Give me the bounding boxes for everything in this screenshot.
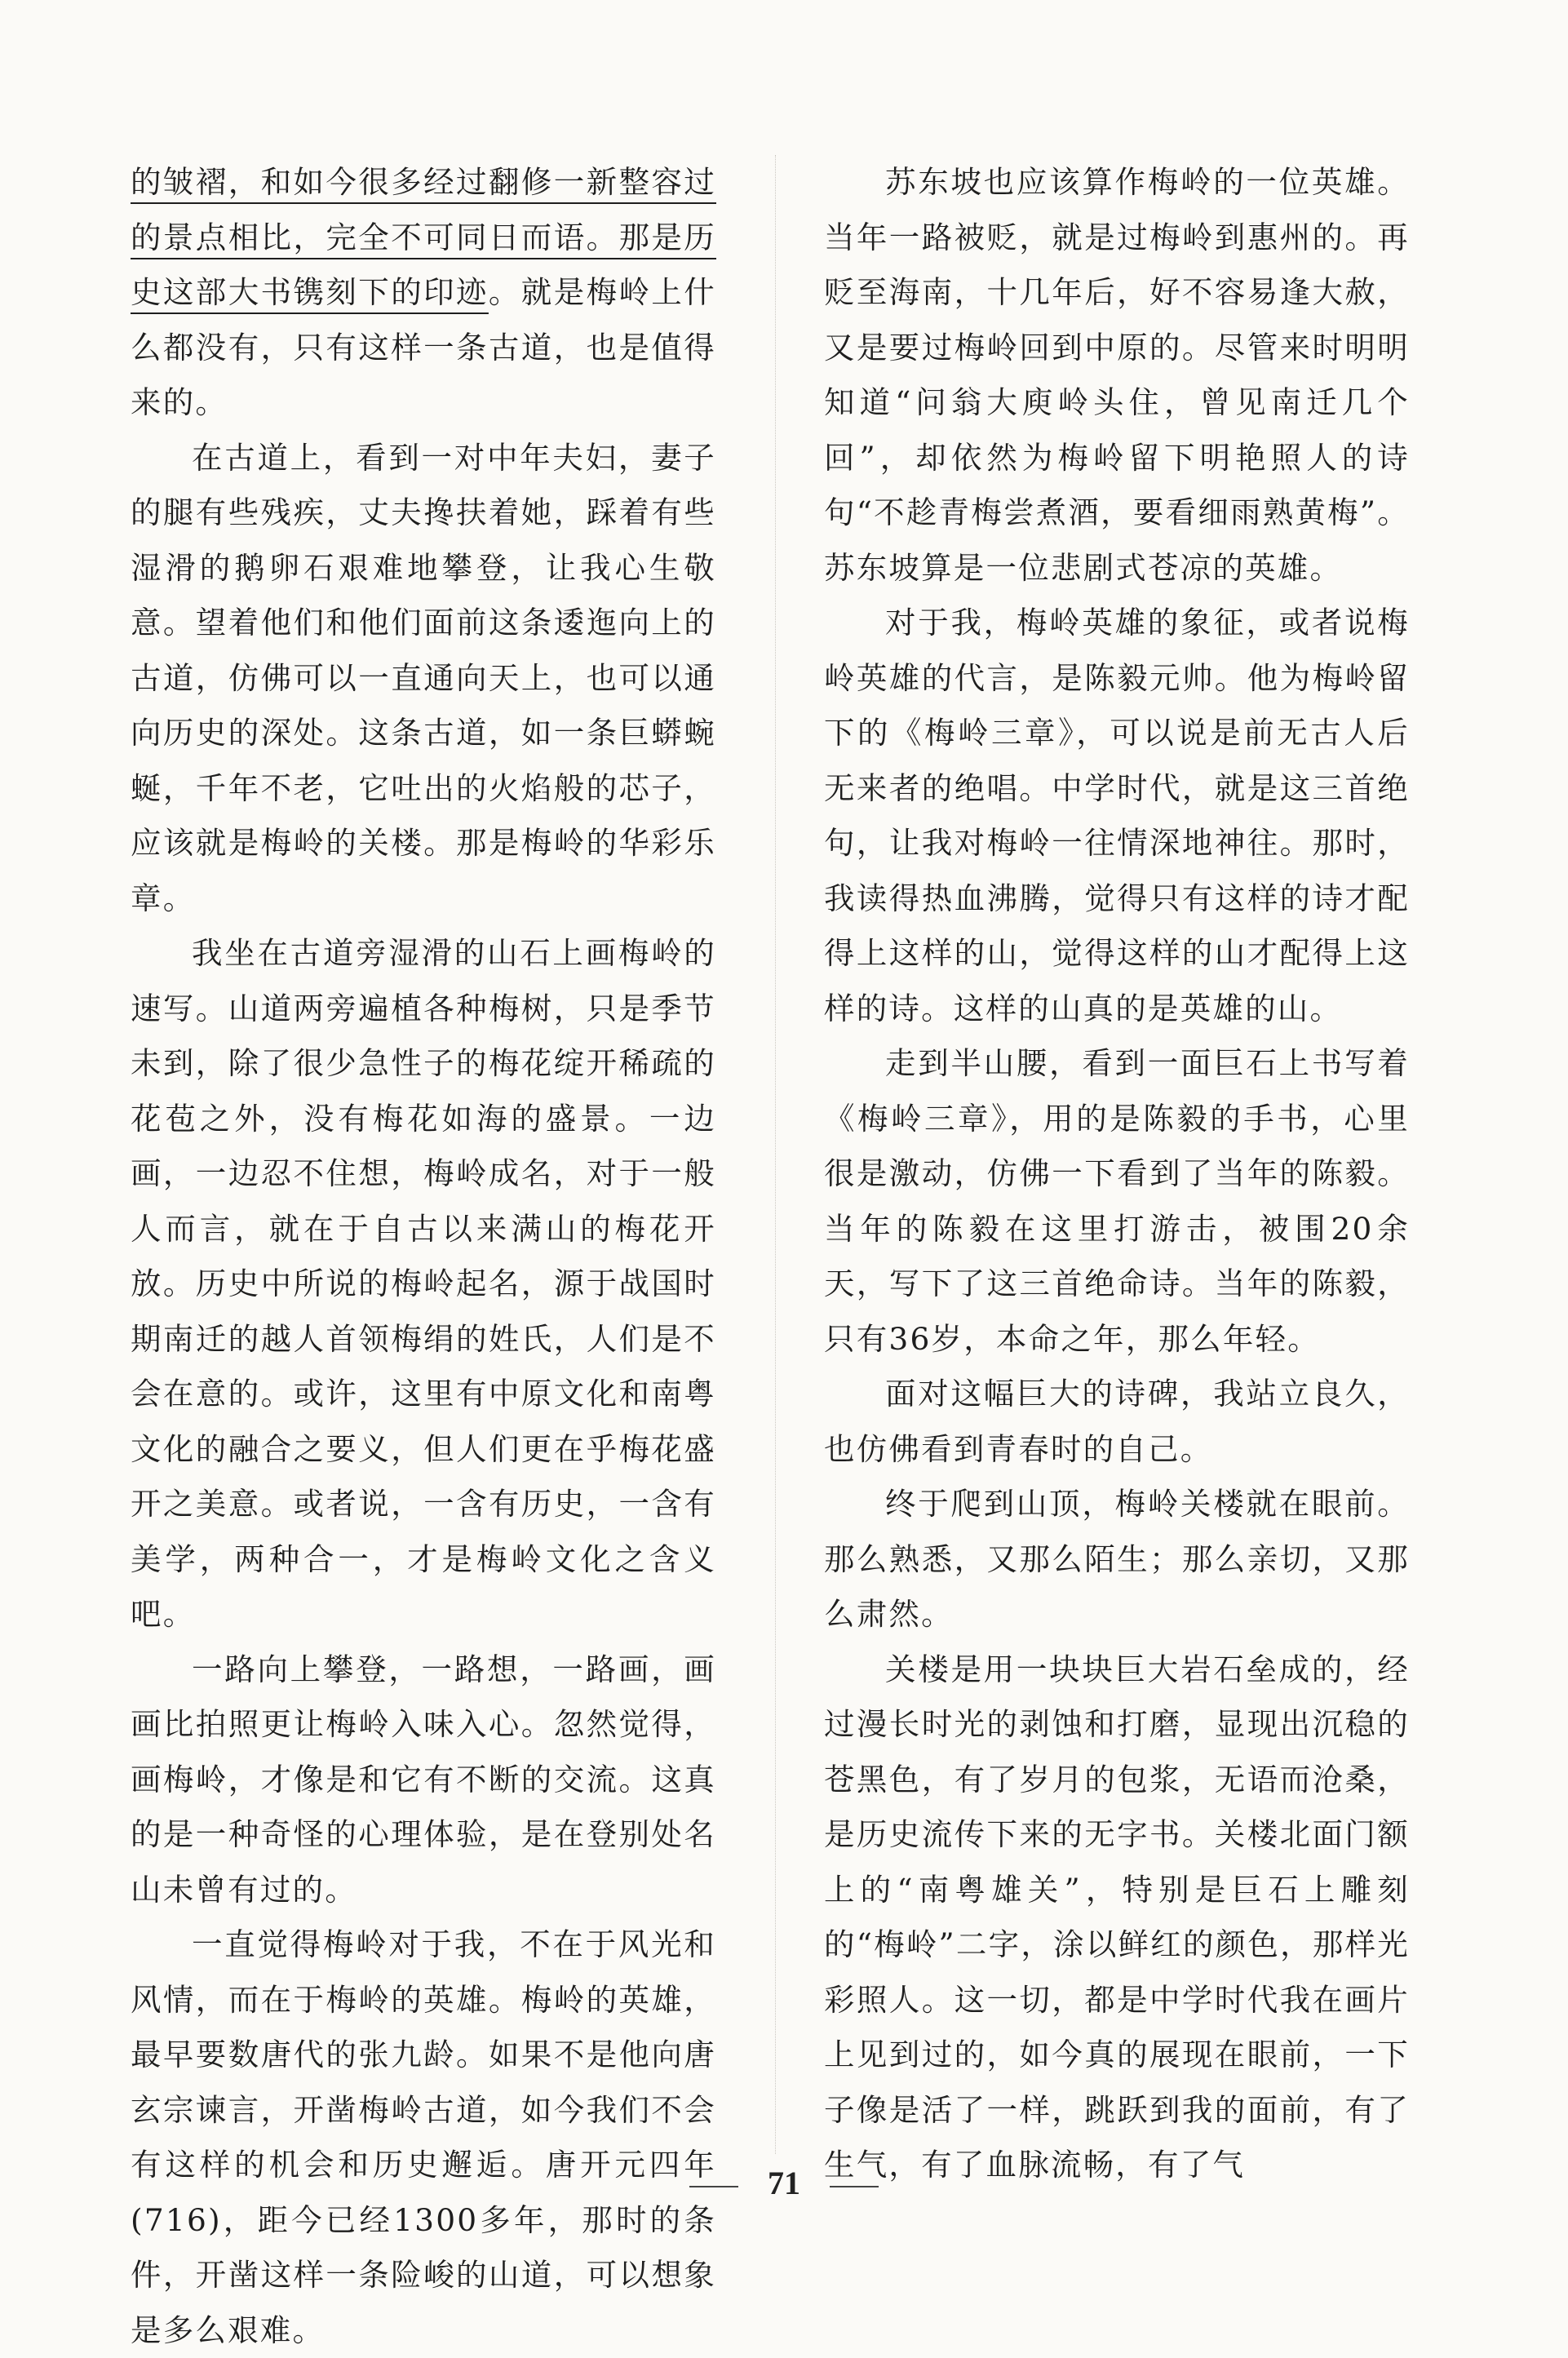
paragraph: 苏东坡也应该算作梅岭的一位英雄。当年一路被贬，就是过梅岭到惠州的。再贬至海南，十几年后，好不容易逢大赦，又是要过梅岭回到中原的。尽管来时明明知道“问翁大庾岭头住，曾见南迁几个回”，却依然为梅岭留下明艳照人的诗句“不趁青梅尝煮酒，要看细雨熟黄梅”。苏东坡算是一位悲剧式苍凉的英雄。: [824, 164, 1410, 586]
paragraph: [131, 155, 716, 431]
left-column: [131, 155, 716, 2358]
paragraph: 走到半山腰，看到一面巨石上书写着《梅岭三章》，用的是陈毅的手书，心里很是激动，仿佛一下看到了当年的陈毅。当年的陈毅在这里打游击，被围20余天，写下了这三首绝命诗。当年的陈毅，只有36岁，本命之年，那么年轻。: [824, 1045, 1410, 1357]
paragraph: 终于爬到山顶，梅岭关楼就在眼前。那么熟悉，又那么陌生；那么亲切，又那么肃然。: [824, 1486, 1410, 1632]
footer-dash: [830, 2186, 879, 2187]
page-footer: [0, 2164, 1568, 2202]
paragraph: 在古道上，看到一对中年夫妇，妻子的腿有些残疾，丈夫搀扶着她，踩着有些湿滑的鹅卵石艰难地攀登，让我心生敬意。望着他们和他们面前这条逶迤向上的古道，仿佛可以一直通向天上，也可以通向历史的深处。这条古道，如一条巨蟒蜿蜒，千年不老，它吐出的火焰般的芯子，应该就是梅岭的关楼。那是梅岭的华彩乐章。: [131, 439, 716, 916]
column-divider: [775, 155, 776, 2154]
right-column: [824, 155, 1410, 2193]
page-number: 71: [768, 2165, 800, 2201]
paragraph: 一直觉得梅岭对于我，不在于风光和风情，而在于梅岭的英雄。梅岭的英雄，最早要数唐代的张九龄。如果不是他向唐玄宗谏言，开凿梅岭古道，如今我们不会有这样的机会和历史邂逅。唐开元四年(716)，距今已经1300多年，那时的条件，开凿这样一条险峻的山道，可以想象是多么艰难。: [131, 1926, 716, 2348]
text: 。就是梅岭上什么都没有，只有这样一条古道，也是值得来的。: [131, 274, 717, 420]
paragraph: 我坐在古道旁湿滑的山石上画梅岭的速写。山道两旁遍植各种梅树，只是季节未到，除了很少急性子的梅花绽开稀疏的花苞之外，没有梅花如海的盛景。一边画，一边忍不住想，梅岭成名，对于一般人而言，就在于自古以来满山的梅花开放。历史中所说的梅岭起名，源于战国时期南迁的越人首领梅绢的姓氏，人们是不会在意的。或许，这里有中原文化和南粤文化的融合之要义，但人们更在乎梅花盛开之美意。或者说，一含有历史，一含有美学，两种合一，才是梅岭文化之含义吧。: [131, 935, 716, 1632]
underlined-text: 的皱褶，和如今很多经过翻修一新整容过的景点相比，完全不可同日而语。那是历史这部大书镌刻下的印迹: [131, 164, 716, 310]
paragraph: 一路向上攀登，一路想，一路画，画画比拍照更让梅岭入味入心。忽然觉得，画梅岭，才像是和它有不断的交流。这真的是一种奇怪的心理体验，是在登别处名山未曾有过的。: [131, 1651, 716, 1908]
paragraph: 关楼是用一块块巨大岩石垒成的，经过漫长时光的剥蚀和打磨，显现出沉稳的苍黑色，有了岁月的包浆，无语而沧桑，是历史流传下来的无字书。关楼北面门额上的“南粤雄关”，特别是巨石上雕刻的“梅岭”二字，涂以鲜红的颜色，那样光彩照人。这一切，都是中学时代我在画片上见到过的，如今真的展现在眼前，一下子像是活了一样，跳跃到我的面前，有了生气，有了血脉流畅，有了气: [824, 1651, 1410, 2183]
paragraph: 面对这幅巨大的诗碑，我站立良久，也仿佛看到青春时的自己。: [824, 1376, 1410, 1467]
paragraph: 对于我，梅岭英雄的象征，或者说梅岭英雄的代言，是陈毅元帅。他为梅岭留下的《梅岭三章》，可以说是前无古人后无来者的绝唱。中学时代，就是这三首绝句，让我对梅岭一往情深地神往。那时，我读得热血沸腾，觉得只有这样的诗才配得上这样的山，觉得这样的山才配得上这样的诗。这样的山真的是英雄的山。: [824, 605, 1410, 1026]
footer-dash: [689, 2186, 738, 2187]
